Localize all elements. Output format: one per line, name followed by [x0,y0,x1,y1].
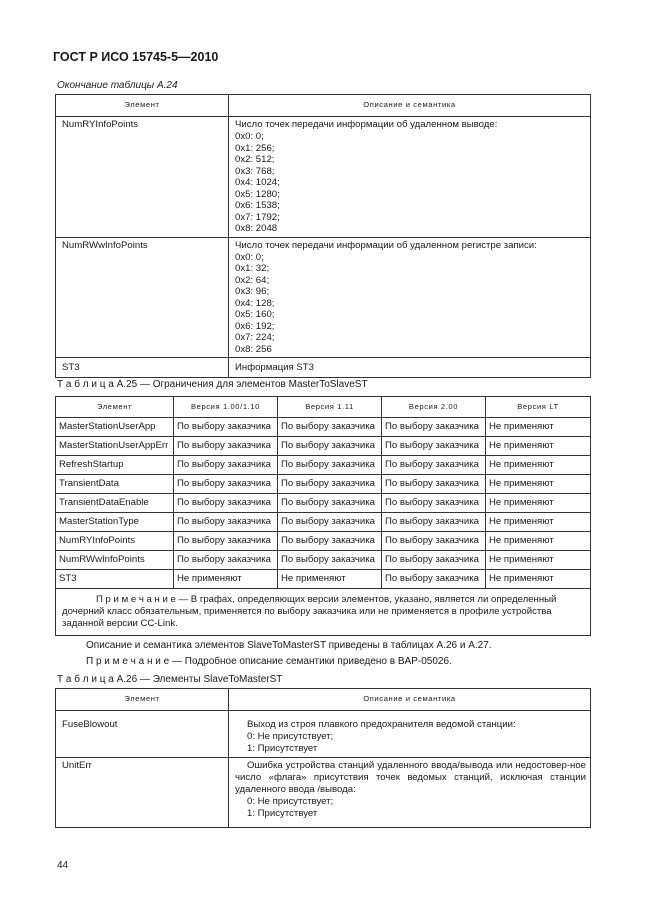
table-row [56,717,591,758]
element-cell: UnitErr [56,757,229,827]
table-row [56,456,591,475]
table-row [56,513,591,532]
table-row [56,494,591,513]
document-header: ГОСТ Р ИСО 15745-5—2010 [53,50,219,64]
version-cell: По выбору заказчика [382,570,486,589]
description-text: Число точек передачи информации об удаленном выводе: [235,119,498,130]
element-cell: RefreshStartup [56,456,174,475]
version-cell: По выбору заказчика [174,513,278,532]
version-cell: По выбору заказчика [278,456,382,475]
element-cell: ST3 [56,570,174,589]
table-note-row [56,589,591,636]
note-label: П р и м е ч а н и е [96,594,176,605]
table-a24 [55,94,591,378]
element-cell: MasterStationType [56,513,174,532]
col-header-element: Элемент [56,95,229,117]
version-cell: По выбору заказчика [174,494,278,513]
version-cell: По выбору заказчика [278,437,382,456]
table-a25 [55,396,591,636]
version-cell: Не применяют [486,418,591,437]
version-cell: По выбору заказчика [174,456,278,475]
table-header-row [56,95,591,117]
version-cell: По выбору заказчика [382,475,486,494]
table-header-row [56,397,591,418]
description-cell [229,757,591,827]
element-cell: TransientDataEnable [56,494,174,513]
col-header-description: Описание и семантика [229,689,591,711]
col-header-version-100-110: Версия 1.00/1.10 [174,397,278,418]
element-cell: MasterStationUserApp [56,418,174,437]
description-cell: Информация ST3 [229,358,591,378]
value-list: 0: Не присутствует; 1: Присутствует [247,730,334,754]
col-header-description: Описание и семантика [229,95,591,117]
version-cell: По выбору заказчика [382,513,486,532]
version-cell: По выбору заказчика [382,551,486,570]
version-cell: По выбору заказчика [382,456,486,475]
description-cell [229,117,591,238]
version-cell: Не применяют [486,456,591,475]
version-cell: Не применяют [486,532,591,551]
element-cell: NumRYInfoPoints [56,532,174,551]
table-row [56,532,591,551]
note-label: П р и м е ч а н и е [86,656,170,667]
version-cell: Не применяют [486,513,591,532]
element-cell: NumRWwInfoPoints [56,237,229,358]
element-cell: ST3 [56,358,229,378]
version-cell: По выбору заказчика [174,418,278,437]
description-text: Число точек передачи информации об удаленном регистре записи: [235,239,537,251]
description-text: Выход из строя плавкого предохранителя ведомой станции: [247,718,516,730]
table-row [56,358,591,378]
description-cell [229,717,591,758]
version-cell: Не применяют [486,494,591,513]
description-text: Ошибка устройства станций удаленного ввода/вывода или недостовер-ное число «флага» присутствия точек ведомых станций, исключая станции удаленного ввода /вывода: [235,759,586,795]
body-note [86,656,452,667]
version-cell: Не применяют [278,570,382,589]
version-cell: По выбору заказчика [382,437,486,456]
version-cell: Не применяют [486,475,591,494]
table-row [56,117,591,238]
note-text: — Подробное описание семантики приведено в BAP-05026. [169,656,452,667]
version-cell: По выбору заказчика [174,475,278,494]
value-list: 0x0: 0; 0x1: 256; 0x2: 512; 0x3: 768; 0x4: 1024; 0x5: 1280; 0x6: 1538; 0x7: 1792; 0x8: 2048 [235,131,280,235]
table25-caption [57,379,368,390]
col-header-version-111: Версия 1.11 [278,397,382,418]
table26-caption [57,674,282,685]
table-a26 [55,688,591,828]
element-cell: FuseBlowout [56,717,229,758]
table-row [56,551,591,570]
version-cell: По выбору заказчика [278,551,382,570]
version-cell: По выбору заказчика [382,532,486,551]
table-row [56,418,591,437]
element-cell: MasterStationUserAppErr [56,437,174,456]
value-list: 0x0: 0; 0x1: 32; 0x2: 64; 0x3: 96; 0x4: 128; 0x5: 160; 0x6: 192; 0x7: 224; 0x8: 256 [235,251,275,355]
table24-caption: Окончание таблицы А.24 [57,80,178,91]
col-header-element: Элемент [56,689,229,711]
version-cell: По выбору заказчика [382,418,486,437]
version-cell: По выбору заказчика [174,437,278,456]
col-header-element: Элемент [56,397,174,418]
table-row [56,437,591,456]
version-cell: Не применяют [486,437,591,456]
version-cell: По выбору заказчика [174,532,278,551]
table-row [56,475,591,494]
table-note [56,589,591,636]
table-label: Т а б л и ц а [57,674,114,685]
element-cell: NumRYInfoPoints [56,117,229,238]
version-cell: По выбору заказчика [278,418,382,437]
table-header-row [56,689,591,711]
table-row [56,237,591,358]
value-list: 0: Не присутствует; 1: Присутствует [247,796,334,820]
version-cell: По выбору заказчика [382,494,486,513]
element-cell: NumRWwInfoPoints [56,551,174,570]
table-title: А.25 — Ограничения для элементов MasterToSlaveST [116,379,368,390]
table-row [56,757,591,827]
element-cell: TransientData [56,475,174,494]
version-cell: По выбору заказчика [278,494,382,513]
note-text: — В графах, определяющих версии элементов, указано, является ли определенный дочерний класс обязательным, применяется по выбору заказчика или не применяется в профиле устройства заданной версии CC-Link. [62,594,557,630]
version-cell: Не применяют [174,570,278,589]
version-cell: По выбору заказчика [174,551,278,570]
table-label: Т а б л и ц а [57,379,114,390]
version-cell: По выбору заказчика [278,513,382,532]
description-cell [229,237,591,358]
version-cell: Не применяют [486,570,591,589]
body-paragraph: Описание и семантика элементов SlaveToMasterST приведены в таблицах А.26 и А.27. [86,640,492,651]
col-header-version-lt: Версия LT [486,397,591,418]
col-header-version-200: Версия 2.00 [382,397,486,418]
table-title: А.26 — Элементы SlaveToMasterST [116,674,283,685]
version-cell: По выбору заказчика [278,475,382,494]
table-row [56,570,591,589]
version-cell: По выбору заказчика [278,532,382,551]
page-number: 44 [57,860,69,871]
version-cell: Не применяют [486,551,591,570]
